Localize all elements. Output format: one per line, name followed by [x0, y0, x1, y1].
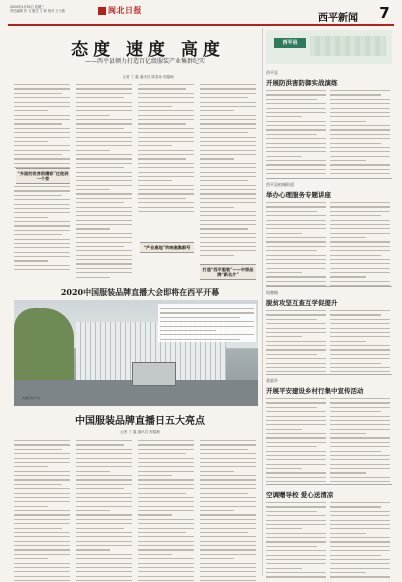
story1-title: 开展防洪害防御实战演练 [266, 79, 338, 87]
story2-title: 举办心理服务专题讲座 [266, 191, 331, 199]
bottom-column-3 [138, 440, 194, 582]
booth-shape [132, 362, 176, 386]
banner-tag: 西平县 [274, 38, 306, 48]
story1-col-a [266, 90, 326, 182]
main-headline: 态度 速度 高度 [71, 40, 225, 60]
section-title: 西平新闻 [318, 13, 358, 24]
story4-col-a [266, 398, 326, 486]
story2-col-b [330, 202, 390, 290]
story4-title: 开展平安建设乡村行集中宣传活动 [266, 387, 364, 395]
seal-icon [98, 7, 106, 15]
story2-col-a [266, 202, 326, 290]
story4-col-b [330, 398, 390, 486]
article-column-1 [14, 84, 70, 172]
bottom-column-1 [14, 440, 70, 582]
subhead-box-1: “外面的世界很精彩”迁徙到一个家 [16, 168, 70, 184]
bottom-headline: 中国服装品牌直播日五大亮点 [75, 416, 205, 427]
main-subhead: ——西平县倾力打造百亿级服装产业集群纪实 [84, 58, 205, 65]
subhead-box-3: 打造“西平服装”——中原品牌“新名片” [200, 264, 256, 280]
photo-title: 2020中国服装品牌直播大会即将在西平开幕 [60, 287, 220, 297]
header-meta [10, 5, 65, 13]
logo-name: 闽北日报 [108, 5, 142, 15]
story1-col-b [330, 90, 390, 182]
bottom-column-2 [76, 440, 132, 582]
bottom-byline: 记者 丁 鑫 通讯员 郭镭楠 [120, 430, 160, 434]
story4-kicker: 重渠乡 [266, 378, 278, 383]
divider-3 [266, 374, 392, 375]
banner-decoration [310, 36, 386, 56]
photo-caption: 直播基地外景 [22, 396, 41, 400]
story3-kicker: 权寨镇 [266, 290, 278, 295]
page-number: 7 [379, 4, 390, 22]
newspaper-logo [98, 5, 148, 16]
story3-col-b [330, 310, 390, 376]
divider-2 [266, 286, 392, 287]
subhead-box-2: “产业高地”吹响高集群号 [140, 242, 194, 253]
header-date: 2020年4月30日 星期三 [10, 5, 45, 9]
right-banner [266, 30, 392, 64]
divider-4 [266, 484, 392, 485]
story3-col-a [266, 310, 326, 376]
divider-1 [266, 178, 392, 179]
story5-col-b [330, 502, 390, 581]
main-byline: 记者 丁 鑫 通讯员 陈春伟 郭镭楠 [122, 75, 174, 79]
article-column-3 [138, 84, 194, 215]
story3-title: 脱贫攻坚互查互学促提升 [266, 299, 338, 307]
story1-kicker: 西平县 [266, 70, 278, 75]
story5-title: 空调赠导校 爱心送清凉 [266, 491, 334, 499]
header-editors: 责任编辑 苏 飞 版式 王 莉 校对 王小燕 [10, 9, 65, 13]
photo-caption-text [160, 308, 254, 343]
story2-kicker: 西平县柏城街道 [266, 182, 294, 187]
article-column-4 [200, 84, 256, 259]
story5-col-a [266, 502, 326, 581]
bottom-column-4 [200, 440, 256, 582]
article-column-1b [14, 186, 70, 274]
article-column-2 [76, 84, 132, 281]
header-rule [8, 24, 394, 26]
